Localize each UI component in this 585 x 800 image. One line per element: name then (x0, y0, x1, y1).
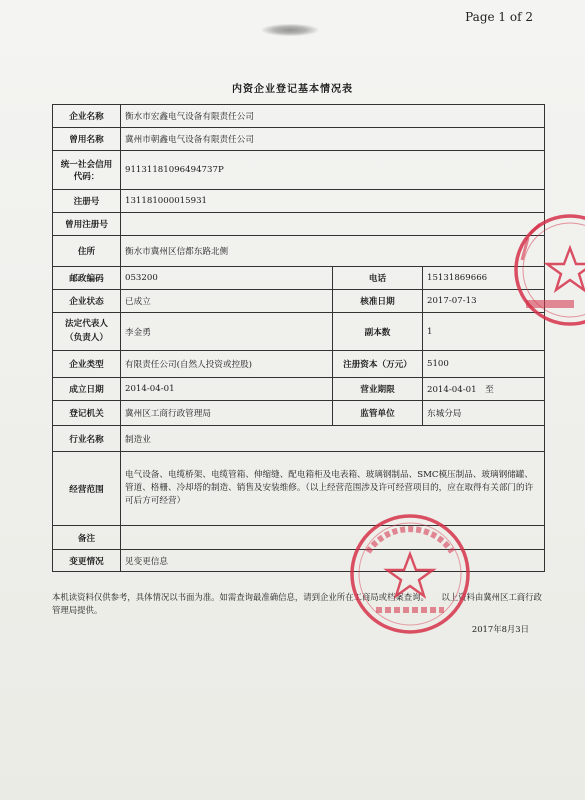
table-row (53, 426, 545, 452)
table-row (53, 151, 545, 190)
table-row (53, 105, 545, 128)
official-seal-partial (508, 208, 585, 338)
remarks-label: 备注 (53, 526, 121, 550)
table-row (53, 213, 545, 236)
supervisor-label: 监管单位 (333, 401, 423, 426)
status-value: 已成立 (121, 290, 333, 313)
status-label: 企业状态 (53, 290, 121, 313)
table-row (53, 128, 545, 151)
industry-label: 行业名称 (53, 426, 121, 452)
table-row (53, 401, 545, 426)
changes-value: 见变更信息 (121, 550, 545, 572)
postal-code-label: 邮政编码 (53, 267, 121, 290)
reg-no-value: 131181000015931 (121, 190, 545, 213)
credit-code-label: 统一社会信用代码： (53, 151, 121, 190)
official-seal (348, 512, 472, 636)
table-row (53, 351, 545, 378)
table-row (53, 236, 545, 267)
table-row (53, 190, 545, 213)
term-value: 2014-04-01 至 (423, 378, 545, 401)
company-name-label: 企业名称 (53, 105, 121, 128)
registration-table (52, 104, 545, 572)
credit-code-value: 91131181096494737P (121, 151, 545, 190)
document-title: 内资企业登记基本情况表 (232, 84, 353, 95)
address-value: 衡水市冀州区信都东路北侧 (121, 236, 545, 267)
remarks-value (121, 526, 545, 550)
legal-rep-value: 李金勇 (121, 313, 333, 351)
former-reg-no-value (121, 213, 545, 236)
phone-label: 电话 (333, 267, 423, 290)
postal-code-value: 053200 (121, 267, 333, 290)
address-label: 住所 (53, 236, 121, 267)
type-value: 有限责任公司(自然人投资或控股) (121, 351, 333, 378)
table-row (53, 290, 545, 313)
supervisor-value: 东城分局 (423, 401, 545, 426)
copies-value: 1 (423, 313, 545, 351)
type-label: 企业类型 (53, 351, 121, 378)
capital-label: 注册资本（万元） (333, 351, 423, 378)
industry-value: 制造业 (121, 426, 545, 452)
founded-label: 成立日期 (53, 378, 121, 401)
legal-rep-label: 法定代表人（负责人） (53, 313, 121, 351)
founded-value: 2014-04-01 (121, 378, 333, 401)
former-reg-no-label: 曾用注册号 (53, 213, 121, 236)
issue-date: 2017年8月3日 (471, 624, 529, 634)
copies-label: 副本数 (333, 313, 423, 351)
punch-hole-mark (262, 24, 318, 36)
term-label: 营业期限 (333, 378, 423, 401)
table-row (53, 313, 545, 351)
capital-value: 5100 (423, 351, 545, 378)
scope-label: 经营范围 (53, 452, 121, 526)
table-row (53, 378, 545, 401)
former-name-value: 冀州市朝鑫电气设备有限责任公司 (121, 128, 545, 151)
reg-no-label: 注册号 (53, 190, 121, 213)
scope-value: 电气设备、电缆桥架、电缆管箱、伸缩缝、配电箱柜及电表箱、玻璃钢制品、SMC模压制品、玻璃钢储罐、管道、格栅、冷却塔的制造、销售及安装维修。（以上经营范围涉及许可经营项目的，应在取得有关部门的许可后方可经营） (121, 452, 545, 526)
phone-value: 15131869666 (423, 267, 545, 290)
table-row (53, 267, 545, 290)
footer-note: 本机读资料仅供参考，具体情况以书面为准。如需查询最准确信息，请到企业所在工商局或档案查询。 以上资料由冀州区工商行政管理局提供。 (52, 592, 542, 616)
authority-value: 冀州区工商行政管理局 (121, 401, 333, 426)
approval-date-label: 核准日期 (333, 290, 423, 313)
approval-date-value: 2017-07-13 (423, 290, 545, 313)
page-number: Page 1 of 2 (465, 10, 533, 24)
authority-label: 登记机关 (53, 401, 121, 426)
company-name-value: 衡水市宏鑫电气设备有限责任公司 (121, 105, 545, 128)
changes-label: 变更情况 (53, 550, 121, 572)
former-name-label: 曾用名称 (53, 128, 121, 151)
